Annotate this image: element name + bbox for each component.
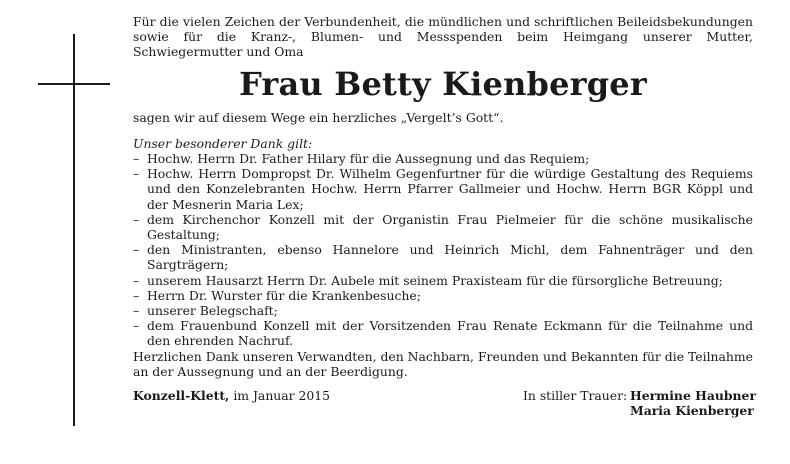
mourner-names: [630, 388, 756, 418]
cross-icon: [38, 0, 110, 464]
intro-text: Für die vielen Zeichen der Verbundenheit, die mündlichen und schriftlichen Beileidsbekundungen sowie für die Kranz-, Blumen- und Messspenden beim Heimgang unserer Mutter, Schwiegermutter und Oma: [133, 14, 753, 60]
list-item: – Herrn Dr. Wurster für die Krankenbesuche;: [133, 288, 753, 303]
cross-vertical-bar: [73, 34, 75, 426]
list-item: – dem Frauenbund Konzell mit der Vorsitzenden Frau Renate Eckmann für die Teilnahme und den ehrenden Nachruf.: [133, 318, 753, 348]
special-thanks-list: [133, 151, 753, 349]
deceased-name: Frau Betty Kienberger: [239, 64, 647, 103]
notice-footer: [133, 388, 756, 420]
closing-text: Herzlichen Dank unseren Verwandten, den Nachbarn, Freunden und Bekannten für die Teilnahme an der Aussegnung und an der Beerdigung.: [133, 348, 753, 379]
list-item: – unserem Hausarzt Herrn Dr. Aubele mit seinem Praxisteam für die fürsorgliche Betreuung;: [133, 273, 753, 288]
list-item: – den Ministranten, ebenso Hannelore und Heinrich Michl, dem Fahnenträger und den Sargträgern;: [133, 242, 753, 272]
mourning-label: In stiller Trauer:: [523, 388, 628, 404]
special-thanks-heading: Unser besonderer Dank gilt:: [133, 135, 313, 151]
list-item: – Hochw. Herrn Dompropst Dr. Wilhelm Gegenfurtner für die würdige Gestaltung des Requiems und den Konzelebranten Hochw. Herrn Pfarrer Gallmeier und Hochw. Herrn BGR Köppl und der Mesnerin Maria Lex;: [133, 166, 753, 212]
cross-horizontal-bar: [38, 83, 110, 85]
notice-content: [133, 14, 756, 420]
list-item: – dem Kirchenchor Konzell mit der Organistin Frau Pielmeier für die schöne musikalische Gestaltung;: [133, 212, 753, 242]
mourner-name: Hermine Haubner: [630, 388, 756, 404]
place-date: [133, 388, 330, 403]
place-name: Konzell-Klett,: [133, 388, 230, 404]
list-item: – Hochw. Herrn Dr. Father Hilary für die Aussegnung und das Requiem;: [133, 151, 753, 166]
thanks-text: sagen wir auf diesem Wege ein herzliches „Vergelt’s Gott“.: [133, 109, 504, 125]
list-item: – unserer Belegschaft;: [133, 303, 753, 318]
mourner-name: Maria Kienberger: [630, 403, 754, 419]
notice-date: im Januar 2015: [229, 388, 331, 404]
